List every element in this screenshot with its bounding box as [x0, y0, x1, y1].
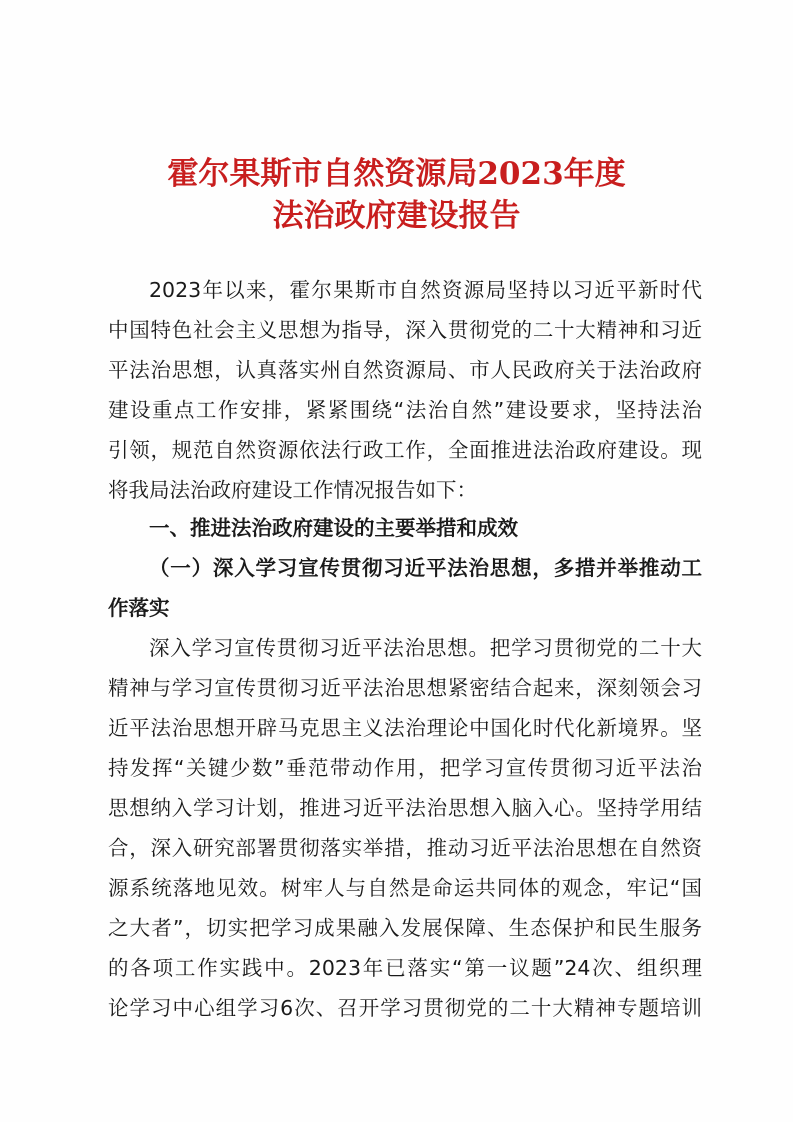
- paragraph-1: [108, 628, 702, 1028]
- intro-line: 建设重点工作安排，紧紧围绕“法治自然”建设要求，坚持法治: [108, 398, 702, 422]
- paragraph-line: 论学习中心组学习6次、召开学习贯彻党的二十大精神专题培训: [108, 996, 702, 1020]
- paragraph-line: 思想纳入学习计划，推进习近平法治思想入脑入心。坚持学用结: [108, 796, 702, 820]
- subsection-heading-line: （一）深入学习宣传贯彻习近平法治思想，多措并举推动工: [149, 556, 702, 580]
- intro-paragraph: [108, 270, 702, 510]
- paragraph-line: 合，深入研究部署贯彻落实举措，推动习近平法治思想在自然资: [108, 836, 702, 860]
- subsection-heading-line: 作落实: [108, 596, 170, 620]
- intro-line: 引领，规范自然资源依法行政工作，全面推进法治政府建设。现: [108, 438, 702, 462]
- paragraph-line: 近平法治思想开辟马克思主义法治理论中国化时代化新境界。坚: [108, 716, 702, 740]
- paragraph-line: 之大者”，切实把学习成果融入发展保障、生态保护和民生服务: [108, 916, 702, 940]
- intro-line: 将我局法治政府建设工作情况报告如下：: [108, 478, 477, 502]
- intro-line: 平法治思想，认真落实州自然资源局、市人民政府关于法治政府: [108, 358, 702, 382]
- paragraph-line: 精神与学习宣传贯彻习近平法治思想紧密结合起来，深刻领会习: [108, 676, 702, 700]
- paragraph-line: 的各项工作实践中。2023年已落实“第一议题”24次、组织理: [108, 956, 702, 980]
- subsection-heading-1: [108, 548, 702, 628]
- paragraph-line: 深入学习宣传贯彻习近平法治思想。把学习贯彻党的二十大: [149, 636, 702, 660]
- section-heading-1: 一、推进法治政府建设的主要举措和成效: [149, 516, 518, 540]
- intro-line: 2023年以来，霍尔果斯市自然资源局坚持以习近平新时代: [149, 278, 702, 302]
- intro-line: 中国特色社会主义思想为指导，深入贯彻党的二十大精神和习近: [108, 318, 702, 342]
- document-title-line-1: 霍尔果斯市自然资源局2023年度: [167, 156, 626, 192]
- paragraph-line: 源系统落地见效。树牢人与自然是命运共同体的观念，牢记“国: [108, 876, 702, 900]
- paragraph-line: 持发挥“关键少数”垂范带动作用，把学习宣传贯彻习近平法治: [108, 756, 702, 780]
- document-title-line-2: 法治政府建设报告: [272, 198, 521, 234]
